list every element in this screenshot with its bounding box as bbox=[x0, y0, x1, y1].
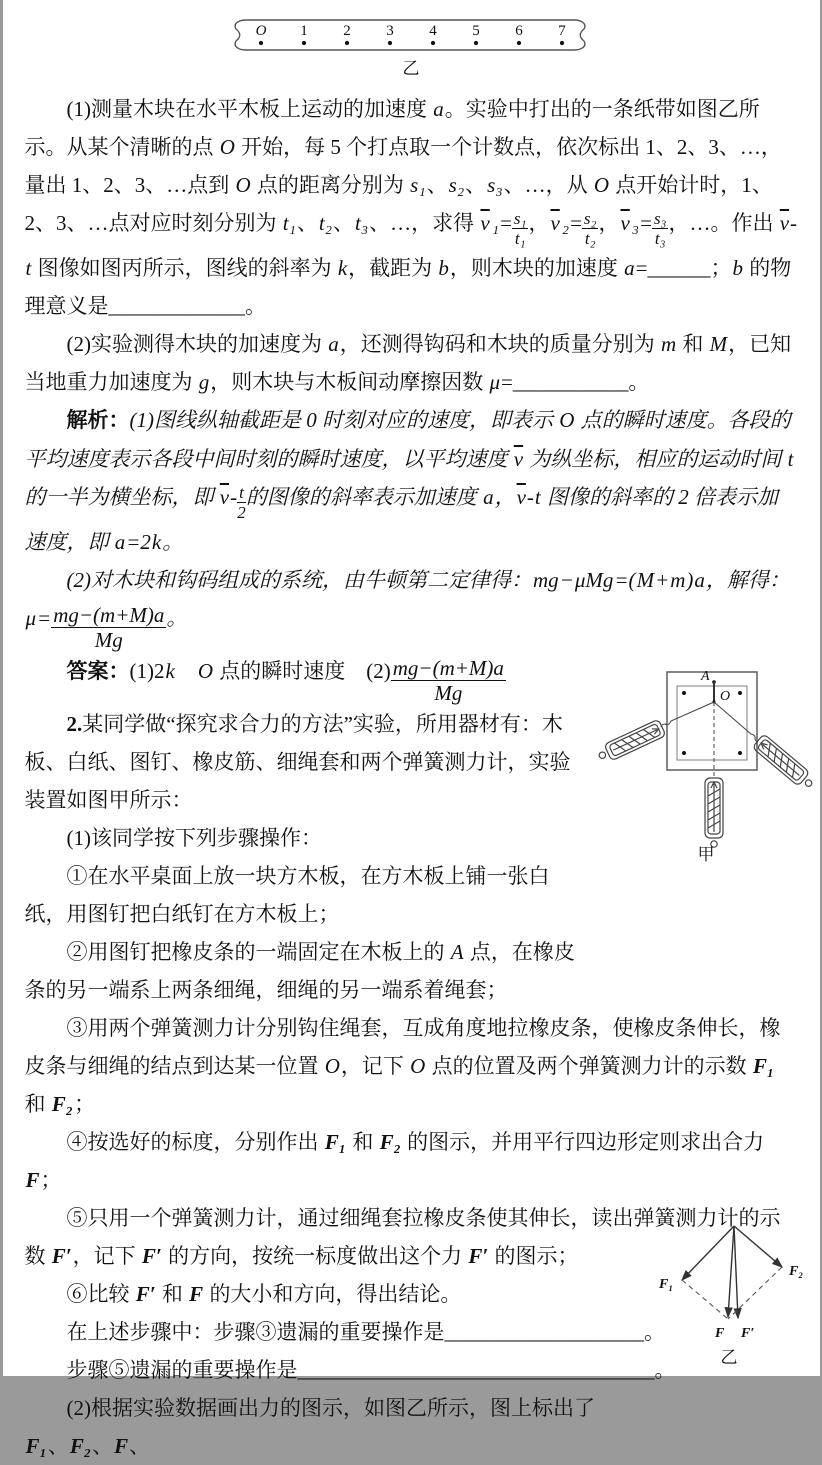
text-run: = bbox=[37, 606, 51, 630]
math-var: O bbox=[235, 173, 252, 197]
tape-point-label: 1 bbox=[300, 23, 308, 39]
math-var: F₁ bbox=[324, 1130, 347, 1154]
q2-intro bbox=[25, 705, 586, 819]
apparatus-figure bbox=[595, 656, 822, 864]
text-run: ，截距为 bbox=[348, 256, 437, 280]
q1-part2 bbox=[25, 325, 798, 401]
text-run: ，记下 bbox=[341, 1054, 409, 1078]
parallelogram-dashed-sides bbox=[682, 1267, 782, 1319]
text-run: 和 bbox=[347, 1130, 379, 1154]
text-run: 点，在橡皮条的另一端系上两条细绳，细绳的另一端系着绳套； bbox=[25, 940, 575, 1002]
math-var: t bbox=[534, 485, 542, 509]
text-run: ③用两个弹簧测力计分别钩住绳套，互成角度地拉橡皮条，使橡皮条伸长，橡皮条与细绳的结点到达某一位置 bbox=[25, 1016, 781, 1078]
math-var: t bbox=[787, 447, 795, 471]
math-var: $\overline{v}$ bbox=[549, 211, 560, 235]
label-f-prime: F′ bbox=[740, 1326, 754, 1341]
math-var: k bbox=[151, 530, 162, 554]
force-diagram-svg bbox=[639, 1196, 819, 1376]
tape-point-label: 4 bbox=[429, 23, 437, 39]
text-run: 解析： bbox=[67, 409, 130, 432]
math-var: b bbox=[437, 256, 450, 280]
tape-outline bbox=[235, 20, 585, 50]
fraction-part: Mg bbox=[51, 628, 166, 652]
fraction-part: 2 bbox=[237, 503, 246, 523]
text-run: 、 bbox=[297, 211, 318, 235]
text-run: ； bbox=[41, 1168, 62, 1192]
text-run: 的方向，按统一标度做出这个力 bbox=[163, 1244, 468, 1268]
text-run: 、 bbox=[333, 211, 354, 235]
label-f2: F₂ bbox=[788, 1264, 803, 1279]
fraction bbox=[582, 209, 599, 249]
text-run: (2)对木块和钩码组成的系统，由牛顿第二定律得： bbox=[67, 568, 533, 592]
fraction-part: s₂ bbox=[582, 209, 599, 230]
point-a-label: A bbox=[700, 669, 710, 684]
text-run: 的图像的斜率表示加速度 bbox=[246, 485, 482, 509]
text-run: ⑥比较 bbox=[67, 1282, 135, 1306]
math-var: ₃ bbox=[631, 211, 640, 235]
force-diagram-caption: 乙 bbox=[720, 1348, 737, 1367]
math-var: $\overline{v}$ bbox=[219, 485, 230, 509]
text-run: 、…，从 bbox=[504, 173, 593, 197]
fraction-part: Mg bbox=[391, 681, 506, 705]
vector-f-prime bbox=[734, 1226, 738, 1318]
text-run: 点的瞬时速度。各段的平均速度表示各段中间时刻的瞬时速度，以平均速度 bbox=[25, 408, 791, 471]
math-var: F₂ bbox=[51, 1092, 74, 1116]
label-f1: F₁ bbox=[658, 1277, 673, 1292]
text-run: 、 bbox=[129, 1434, 150, 1458]
text-run: (1)该同学按下列步骤操作： bbox=[67, 826, 323, 850]
math-var: F₂ bbox=[379, 1130, 402, 1154]
text-run: (1)图线纵轴截距是 0 时刻对应的速度，即表示 bbox=[130, 408, 559, 432]
fraction-part: t₁ bbox=[512, 229, 529, 249]
wooden-board bbox=[667, 672, 757, 770]
spring-scale-right bbox=[752, 734, 817, 792]
text-run: 、 bbox=[92, 1434, 113, 1458]
fraction bbox=[652, 209, 669, 249]
text-run: 。实验中打出的一条纸带如图乙所示。从某个清晰的点 bbox=[25, 97, 760, 159]
math-var: M bbox=[636, 568, 656, 592]
math-var: g bbox=[198, 370, 211, 394]
spring-scale-bottom bbox=[705, 778, 723, 847]
text-run: (2)根据实验数据画出力的图示，如图乙所示，图上标出了 bbox=[67, 1396, 595, 1420]
q1-analysis-2 bbox=[25, 561, 798, 652]
math-var: t₃ bbox=[354, 211, 369, 235]
math-var: F′ bbox=[141, 1244, 163, 1268]
tape-point-label: O bbox=[256, 23, 267, 39]
text-run: 点的瞬时速度 (2) bbox=[214, 659, 391, 683]
text-run: 的大小和方向，得出结论。 bbox=[204, 1282, 461, 1306]
vector-f bbox=[728, 1226, 734, 1317]
text-run: =______； bbox=[636, 256, 732, 280]
fraction-part: t₂ bbox=[582, 229, 599, 249]
text-run: ，则木块与木板间动摩擦因数 bbox=[210, 370, 488, 394]
math-var: a bbox=[693, 568, 706, 592]
label-f: F bbox=[714, 1326, 725, 1341]
math-var: ₂ bbox=[561, 211, 570, 235]
text-run: 的物理意义是_____________。 bbox=[25, 256, 792, 318]
math-var: $\overline{v}$ bbox=[619, 211, 630, 235]
text-run: ， bbox=[495, 485, 516, 509]
math-var: μ bbox=[489, 370, 502, 394]
point-o-label: O bbox=[720, 689, 730, 704]
text-run: ⑤只用一个弹簧测力计，通过细绳套拉橡皮条使其伸长，读出弹簧测力计的示数 bbox=[25, 1206, 781, 1268]
text-run: ， bbox=[528, 211, 549, 235]
text-run: 。 bbox=[162, 530, 183, 554]
fraction bbox=[391, 656, 506, 705]
math-var: M bbox=[709, 332, 729, 356]
math-var: t₁ bbox=[282, 211, 297, 235]
q2-step1 bbox=[25, 857, 586, 933]
math-var: F′ bbox=[135, 1282, 157, 1306]
text-run: 开始，每 5 个打点取一个计数点，依次标出 1、2、3、…，量出 1、2、3、…点到 bbox=[25, 135, 782, 197]
math-var: b bbox=[732, 256, 745, 280]
math-var: s₂ bbox=[448, 173, 465, 197]
fraction-part: s₁ bbox=[512, 209, 529, 230]
text-run: 、 bbox=[427, 173, 448, 197]
text-run: ， bbox=[598, 211, 619, 235]
q1-part1 bbox=[25, 90, 798, 325]
math-var: a bbox=[327, 332, 340, 356]
math-var: O bbox=[593, 173, 610, 197]
tape-dots bbox=[259, 41, 564, 45]
math-var: F′ bbox=[51, 1244, 73, 1268]
text-run: 。 bbox=[166, 606, 187, 630]
paper-tape-figure bbox=[221, 12, 601, 82]
text-run: ④按选好的标度，分别作出 bbox=[67, 1130, 324, 1154]
math-var: F bbox=[188, 1282, 204, 1306]
math-var: ₁ bbox=[491, 211, 500, 235]
math-var: k bbox=[337, 256, 348, 280]
text-run: 答案： bbox=[67, 660, 130, 683]
math-var: O bbox=[558, 408, 575, 432]
math-var: F₁ bbox=[752, 1054, 775, 1078]
math-var: F bbox=[25, 1168, 41, 1192]
fraction-part: mg−(m+M)a bbox=[391, 656, 506, 681]
q2-step4 bbox=[25, 1123, 798, 1199]
text-run: = bbox=[500, 211, 512, 235]
tape-point-label: 2 bbox=[343, 23, 351, 39]
q2-step2 bbox=[25, 933, 586, 1009]
text-run: ，解得： bbox=[706, 568, 790, 592]
math-var: s₁ bbox=[409, 173, 426, 197]
string-right bbox=[714, 702, 758, 742]
text-run: 和 bbox=[677, 332, 709, 356]
fraction-part: mg−(m+M)a bbox=[51, 603, 166, 628]
math-var: μ bbox=[25, 606, 38, 630]
math-var: a bbox=[114, 530, 127, 554]
text-run: 图像如图丙所示，图线的斜率为 bbox=[32, 256, 337, 280]
math-var: m bbox=[660, 332, 677, 356]
fraction bbox=[51, 603, 166, 652]
text-run: 、 bbox=[465, 173, 486, 197]
math-var: A bbox=[450, 940, 465, 964]
text-run bbox=[176, 659, 197, 683]
math-var: $\overline{v}$ bbox=[479, 211, 490, 235]
math-var: μMg bbox=[574, 568, 615, 592]
text-run: (1)测量木块在水平木板上运动的加速度 bbox=[67, 97, 433, 121]
q1-analysis-1 bbox=[25, 401, 798, 561]
math-var: mg bbox=[532, 568, 560, 592]
tape-point-label: 5 bbox=[472, 23, 480, 39]
text-run: 、 bbox=[48, 1434, 69, 1458]
math-var: O bbox=[197, 659, 214, 683]
text-run: 的图示，并用平行四边形定则求出合力 bbox=[402, 1130, 764, 1154]
text-run: =2 bbox=[126, 530, 151, 554]
vector-f1 bbox=[682, 1226, 734, 1280]
text-run: ，…。作出 bbox=[668, 211, 778, 235]
apparatus-caption: 甲 bbox=[697, 845, 714, 864]
text-run: 某同学做“探究求合力的方法”实验，所用器材有：木板、白纸、图钉、橡皮筋、细绳套和两个弹簧测力计，实验装置如图甲所示： bbox=[25, 712, 571, 812]
fraction bbox=[512, 209, 529, 249]
text-run: (1)2 bbox=[130, 659, 165, 683]
spring-scale-left bbox=[595, 719, 665, 765]
text-run: = bbox=[640, 211, 652, 235]
math-var: s₃ bbox=[486, 173, 503, 197]
worksheet-page bbox=[3, 0, 820, 1376]
tape-point-label: 6 bbox=[515, 23, 523, 39]
math-var: a bbox=[432, 97, 445, 121]
text-run: 2. bbox=[67, 712, 83, 736]
text-run: 的图示； bbox=[489, 1244, 578, 1268]
math-var: m bbox=[669, 568, 686, 592]
fraction-part: s₃ bbox=[652, 209, 669, 230]
text-run: - bbox=[790, 211, 797, 235]
math-var: O bbox=[324, 1054, 341, 1078]
text-run: ) bbox=[686, 568, 693, 592]
text-run: = bbox=[570, 211, 582, 235]
fraction-part: t bbox=[237, 483, 246, 504]
math-var: $\overline{v}$ bbox=[516, 485, 527, 509]
text-run: ，则木块的加速度 bbox=[450, 256, 623, 280]
text-run: 的一半为横坐标，即 bbox=[25, 485, 219, 509]
text-run: - bbox=[230, 485, 237, 509]
tape-caption: 乙 bbox=[403, 59, 420, 78]
text-run: 步骤⑤遗漏的重要操作是__________________________________。 bbox=[67, 1358, 676, 1382]
text-run: =___________。 bbox=[501, 370, 649, 394]
math-var: a bbox=[623, 256, 636, 280]
force-diagram-figure bbox=[639, 1196, 819, 1376]
q2-step3 bbox=[25, 1009, 798, 1123]
math-var: t bbox=[25, 256, 33, 280]
text-run: 点的距离分别为 bbox=[252, 173, 410, 197]
tape-point-label: 3 bbox=[386, 23, 394, 39]
text-run: 在上述步骤中：步骤③遗漏的重要操作是___________________。 bbox=[67, 1320, 666, 1344]
math-var: F bbox=[113, 1434, 129, 1458]
string-left bbox=[661, 702, 714, 727]
fraction-part: t₃ bbox=[652, 229, 669, 249]
fraction bbox=[237, 483, 246, 523]
math-var: O bbox=[409, 1054, 426, 1078]
text-run: 和 bbox=[25, 1092, 51, 1116]
text-run: 图像的斜率的 2 倍表示加速度，即 bbox=[25, 485, 778, 554]
text-run: ，还测得钩码和木块的质量分别为 bbox=[340, 332, 660, 356]
text-run: 和 bbox=[157, 1282, 189, 1306]
text-run: - bbox=[527, 485, 534, 509]
q2-part1 bbox=[25, 819, 586, 857]
text-run: 点的位置及两个弹簧测力计的示数 bbox=[426, 1054, 752, 1078]
math-var: F₂ bbox=[69, 1434, 92, 1458]
math-var: $\overline{v}$ bbox=[779, 211, 790, 235]
q2-part2 bbox=[25, 1389, 640, 1465]
text-run: + bbox=[655, 568, 669, 592]
apparatus-svg bbox=[595, 656, 822, 864]
math-var: $\overline{v}$ bbox=[513, 447, 524, 471]
math-var: t₂ bbox=[318, 211, 333, 235]
math-var: F₁ bbox=[25, 1434, 48, 1458]
text-run: 、…，求得 bbox=[369, 211, 479, 235]
text-run: ，记下 bbox=[73, 1244, 141, 1268]
text-run: ，已知当地重力加速度为 bbox=[25, 332, 792, 394]
math-var: k bbox=[165, 659, 176, 683]
text-run: ②用图钉把橡皮条的一端固定在木板上的 bbox=[67, 940, 450, 964]
white-paper bbox=[677, 686, 747, 760]
text-run: ； bbox=[74, 1092, 95, 1116]
vector-f2 bbox=[734, 1226, 782, 1267]
math-var: O bbox=[219, 135, 236, 159]
paper-pins bbox=[682, 691, 742, 755]
text-run: =( bbox=[614, 568, 635, 592]
text-run: (2)实验测得木块的加速度为 bbox=[67, 332, 328, 356]
text-run: 为纵坐标，相应的运动时间 bbox=[524, 447, 787, 471]
tape-point-label: 7 bbox=[558, 23, 566, 39]
text-run: 点开始计时，1、2、3、…点对应时刻分别为 bbox=[25, 173, 773, 235]
tape-point-labels bbox=[256, 23, 567, 39]
text-run: ①在水平桌面上放一块方木板，在方木板上铺一张白纸，用图钉把白纸钉在方木板上； bbox=[25, 864, 550, 926]
math-var: F′ bbox=[467, 1244, 489, 1268]
math-var: a bbox=[482, 485, 495, 509]
paper-tape-svg bbox=[221, 12, 601, 82]
text-run: − bbox=[560, 568, 574, 592]
